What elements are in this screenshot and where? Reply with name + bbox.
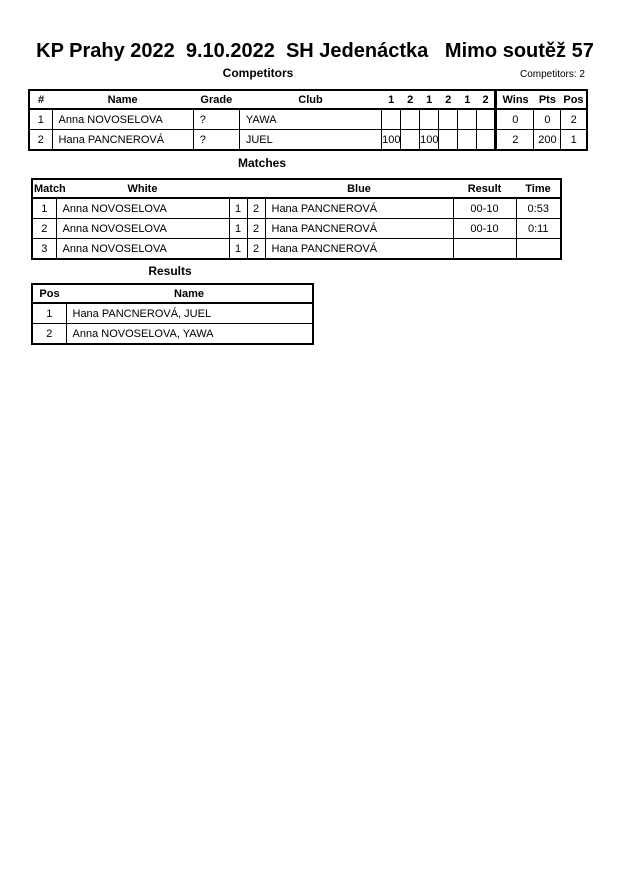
match-row xyxy=(32,239,561,260)
match-time: 0:53 xyxy=(516,198,561,219)
col-header-white: White xyxy=(56,179,229,198)
result-pos: 2 xyxy=(32,324,66,345)
match-blue-number: 2 xyxy=(247,198,265,219)
col-header-round3: 1 xyxy=(420,90,439,109)
competitors-count: Competitors: 2 xyxy=(519,69,585,80)
score-cell xyxy=(458,130,477,151)
matches-header-row xyxy=(32,179,561,198)
results-header-row xyxy=(32,284,313,303)
competitor-name: Anna NOVOSELOVA xyxy=(52,109,193,130)
score-cell xyxy=(477,109,496,130)
score-cell xyxy=(439,109,458,130)
competitor-pos: 2 xyxy=(561,109,587,130)
competitor-row xyxy=(29,130,587,151)
competitor-pts: 200 xyxy=(534,130,561,151)
col-header-pos: Pos xyxy=(561,90,587,109)
col-header-round6: 2 xyxy=(477,90,496,109)
page-title: KP Prahy 2022 9.10.2022 SH Jedenáctka Mimo soutěž 57 xyxy=(36,40,594,62)
col-header-pos: Pos xyxy=(32,284,66,303)
competitors-header-row xyxy=(29,90,587,109)
col-header-blue-number xyxy=(247,179,265,198)
match-blue-number: 2 xyxy=(247,239,265,260)
match-blue-name: Hana PANCNEROVÁ xyxy=(265,219,453,239)
score-cell xyxy=(477,130,496,151)
col-header-round2: 2 xyxy=(401,90,420,109)
match-white-name: Anna NOVOSELOVA xyxy=(56,239,229,260)
match-blue-name: Hana PANCNEROVÁ xyxy=(265,198,453,219)
competitors-section-title: Competitors xyxy=(222,66,294,80)
col-header-round5: 1 xyxy=(458,90,477,109)
score-cell xyxy=(401,109,420,130)
competitor-club: YAWA xyxy=(239,109,381,130)
match-blue-name: Hana PANCNEROVÁ xyxy=(265,239,453,260)
match-row xyxy=(32,198,561,219)
result-name: Anna NOVOSELOVA, YAWA xyxy=(66,324,313,345)
match-white-name: Anna NOVOSELOVA xyxy=(56,219,229,239)
col-header-round1: 1 xyxy=(382,90,401,109)
match-number: 3 xyxy=(32,239,56,260)
results-table xyxy=(31,283,314,345)
competitor-wins: 0 xyxy=(496,109,534,130)
result-row xyxy=(32,303,313,324)
match-blue-number: 2 xyxy=(247,219,265,239)
competitor-wins: 2 xyxy=(496,130,534,151)
competitor-pos: 1 xyxy=(561,130,587,151)
col-header-club: Club xyxy=(239,90,381,109)
score-cell xyxy=(458,109,477,130)
col-header-match: Match xyxy=(32,179,56,198)
match-number: 2 xyxy=(32,219,56,239)
competitor-club: JUEL xyxy=(239,130,381,151)
matches-section-title: Matches xyxy=(237,156,287,170)
match-white-name: Anna NOVOSELOVA xyxy=(56,198,229,219)
score-cell xyxy=(439,130,458,151)
match-white-number: 1 xyxy=(229,219,247,239)
matches-table xyxy=(31,178,562,260)
result-pos: 1 xyxy=(32,303,66,324)
score-cell xyxy=(420,109,439,130)
match-white-number: 1 xyxy=(229,198,247,219)
match-result: 00-10 xyxy=(453,219,516,239)
match-time xyxy=(516,239,561,260)
col-header-name: Name xyxy=(66,284,313,303)
result-row xyxy=(32,324,313,345)
match-result xyxy=(453,239,516,260)
competitor-grade: ? xyxy=(193,109,239,130)
competitor-number: 1 xyxy=(29,109,52,130)
results-section-title: Results xyxy=(148,264,192,278)
competitors-table xyxy=(28,89,588,151)
col-header-result: Result xyxy=(453,179,516,198)
competitor-pts: 0 xyxy=(534,109,561,130)
result-name: Hana PANCNEROVÁ, JUEL xyxy=(66,303,313,324)
match-time: 0:11 xyxy=(516,219,561,239)
col-header-white-number xyxy=(229,179,247,198)
score-cell: 100 xyxy=(420,130,439,151)
score-cell: 100 xyxy=(382,130,401,151)
col-header-blue: Blue xyxy=(265,179,453,198)
match-white-number: 1 xyxy=(229,239,247,260)
col-header-name: Name xyxy=(52,90,193,109)
col-header-round4: 2 xyxy=(439,90,458,109)
match-row xyxy=(32,219,561,239)
score-cell xyxy=(401,130,420,151)
competitor-number: 2 xyxy=(29,130,52,151)
match-number: 1 xyxy=(32,198,56,219)
col-header-time: Time xyxy=(516,179,561,198)
col-header-number: # xyxy=(29,90,52,109)
competitor-grade: ? xyxy=(193,130,239,151)
competitor-row xyxy=(29,109,587,130)
match-result: 00-10 xyxy=(453,198,516,219)
col-header-grade: Grade xyxy=(193,90,239,109)
competitor-name: Hana PANCNEROVÁ xyxy=(52,130,193,151)
score-cell xyxy=(382,109,401,130)
col-header-wins: Wins xyxy=(496,90,534,109)
col-header-pts: Pts xyxy=(534,90,561,109)
